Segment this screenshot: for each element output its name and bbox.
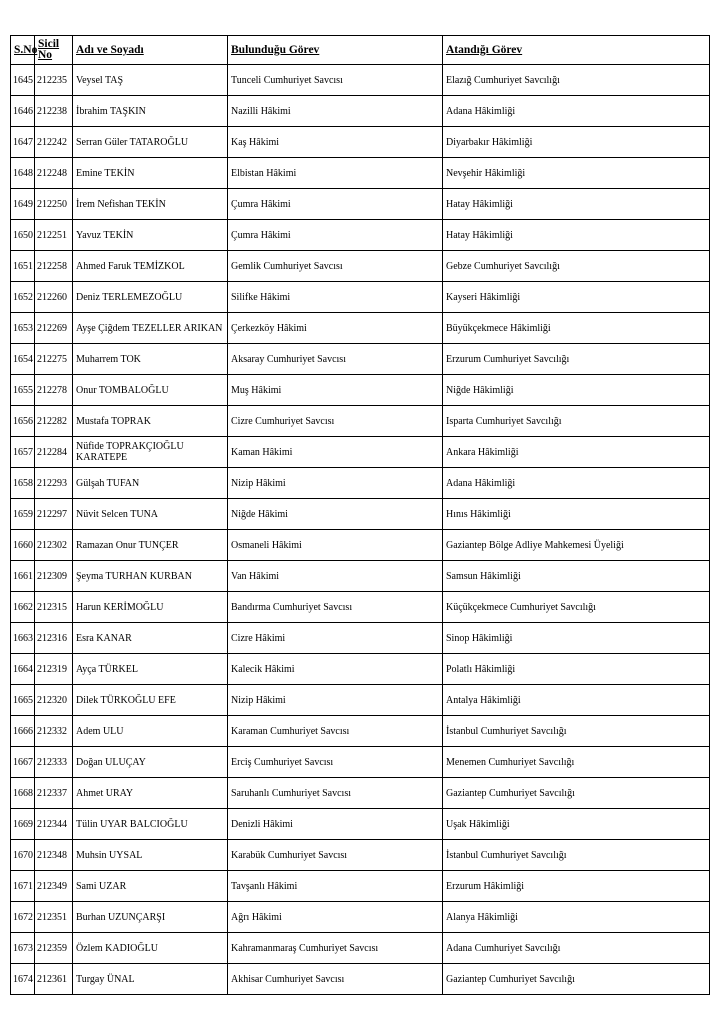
cell-assigned-post: Diyarbakır Hâkimliği — [443, 127, 710, 158]
cell-name: Ahmed Faruk TEMİZKOL — [73, 251, 228, 282]
cell-sicil: 212278 — [35, 375, 73, 406]
table-body — [11, 65, 710, 995]
cell-sicil: 212297 — [35, 499, 73, 530]
cell-sicil: 212349 — [35, 871, 73, 902]
table-row — [11, 561, 710, 592]
cell-current-post: Van Hâkimi — [228, 561, 443, 592]
cell-current-post: Muş Hâkimi — [228, 375, 443, 406]
table-row — [11, 282, 710, 313]
cell-sicil: 212361 — [35, 964, 73, 995]
cell-current-post: Tunceli Cumhuriyet Savcısı — [228, 65, 443, 96]
cell-name: Veysel TAŞ — [73, 65, 228, 96]
table-row — [11, 375, 710, 406]
cell-name: Tülin UYAR BALCIOĞLU — [73, 809, 228, 840]
cell-sno: 1658 — [11, 468, 35, 499]
cell-current-post: Nizip Hâkimi — [228, 468, 443, 499]
cell-sicil: 212302 — [35, 530, 73, 561]
header-row — [11, 36, 710, 65]
cell-sicil: 212309 — [35, 561, 73, 592]
cell-current-post: Bandırma Cumhuriyet Savcısı — [228, 592, 443, 623]
cell-sicil: 212282 — [35, 406, 73, 437]
table-row — [11, 65, 710, 96]
cell-assigned-post: Gaziantep Cumhuriyet Savcılığı — [443, 778, 710, 809]
cell-assigned-post: Hatay Hâkimliği — [443, 220, 710, 251]
cell-current-post: Karaman Cumhuriyet Savcısı — [228, 716, 443, 747]
cell-name: Deniz TERLEMEZOĞLU — [73, 282, 228, 313]
cell-assigned-post: Erzurum Cumhuriyet Savcılığı — [443, 344, 710, 375]
cell-name: Dilek TÜRKOĞLU EFE — [73, 685, 228, 716]
appointments-table — [10, 35, 710, 995]
cell-name: Gülşah TUFAN — [73, 468, 228, 499]
cell-sno: 1665 — [11, 685, 35, 716]
cell-sicil: 212319 — [35, 654, 73, 685]
cell-assigned-post: Erzurum Hâkimliği — [443, 871, 710, 902]
cell-name: Muhsin UYSAL — [73, 840, 228, 871]
header-sicil: Sicil No — [35, 36, 73, 65]
cell-sicil: 212348 — [35, 840, 73, 871]
cell-sicil: 212248 — [35, 158, 73, 189]
table-row — [11, 437, 710, 468]
cell-current-post: Kaş Hâkimi — [228, 127, 443, 158]
table-row — [11, 747, 710, 778]
table-row — [11, 530, 710, 561]
cell-sno: 1648 — [11, 158, 35, 189]
cell-sno: 1645 — [11, 65, 35, 96]
table-row — [11, 96, 710, 127]
cell-sno: 1660 — [11, 530, 35, 561]
cell-current-post: Cizre Hâkimi — [228, 623, 443, 654]
header-from: Bulunduğu Görev — [228, 36, 443, 65]
cell-sno: 1656 — [11, 406, 35, 437]
cell-sicil: 212359 — [35, 933, 73, 964]
cell-name: Emine TEKİN — [73, 158, 228, 189]
cell-sicil: 212251 — [35, 220, 73, 251]
cell-sicil: 212260 — [35, 282, 73, 313]
cell-sno: 1671 — [11, 871, 35, 902]
cell-sicil: 212316 — [35, 623, 73, 654]
cell-sno: 1646 — [11, 96, 35, 127]
table-row — [11, 592, 710, 623]
cell-sno: 1650 — [11, 220, 35, 251]
table-row — [11, 313, 710, 344]
cell-current-post: Akhisar Cumhuriyet Savcısı — [228, 964, 443, 995]
cell-sicil: 212258 — [35, 251, 73, 282]
cell-name: Şeyma TURHAN KURBAN — [73, 561, 228, 592]
table-row — [11, 468, 710, 499]
cell-current-post: Ağrı Hâkimi — [228, 902, 443, 933]
cell-name: Esra KANAR — [73, 623, 228, 654]
cell-assigned-post: Menemen Cumhuriyet Savcılığı — [443, 747, 710, 778]
table-row — [11, 127, 710, 158]
cell-name: Muharrem TOK — [73, 344, 228, 375]
cell-current-post: Kalecik Hâkimi — [228, 654, 443, 685]
cell-assigned-post: Antalya Hâkimliği — [443, 685, 710, 716]
cell-sicil: 212235 — [35, 65, 73, 96]
cell-assigned-post: Uşak Hâkimliği — [443, 809, 710, 840]
header-sno: S.No — [11, 36, 35, 65]
cell-assigned-post: Isparta Cumhuriyet Savcılığı — [443, 406, 710, 437]
cell-assigned-post: Alanya Hâkimliği — [443, 902, 710, 933]
cell-sno: 1664 — [11, 654, 35, 685]
cell-assigned-post: Elazığ Cumhuriyet Savcılığı — [443, 65, 710, 96]
table-row — [11, 220, 710, 251]
cell-assigned-post: Küçükçekmece Cumhuriyet Savcılığı — [443, 592, 710, 623]
table-row — [11, 716, 710, 747]
cell-name: Turgay ÜNAL — [73, 964, 228, 995]
table-row — [11, 158, 710, 189]
cell-assigned-post: Gebze Cumhuriyet Savcılığı — [443, 251, 710, 282]
cell-current-post: Çumra Hâkimi — [228, 189, 443, 220]
table-row — [11, 902, 710, 933]
cell-assigned-post: Adana Hâkimliği — [443, 96, 710, 127]
cell-current-post: Saruhanlı Cumhuriyet Savcısı — [228, 778, 443, 809]
table-row — [11, 499, 710, 530]
cell-current-post: Kahramanmaraş Cumhuriyet Savcısı — [228, 933, 443, 964]
table-row — [11, 809, 710, 840]
cell-sno: 1663 — [11, 623, 35, 654]
cell-assigned-post: İstanbul Cumhuriyet Savcılığı — [443, 840, 710, 871]
cell-name: Harun KERİMOĞLU — [73, 592, 228, 623]
cell-name: Ramazan Onur TUNÇER — [73, 530, 228, 561]
cell-sicil: 212275 — [35, 344, 73, 375]
table-row — [11, 840, 710, 871]
cell-current-post: Cizre Cumhuriyet Savcısı — [228, 406, 443, 437]
cell-sno: 1669 — [11, 809, 35, 840]
cell-sno: 1672 — [11, 902, 35, 933]
cell-name: Adem ULU — [73, 716, 228, 747]
cell-assigned-post: Ankara Hâkimliği — [443, 437, 710, 468]
cell-current-post: Denizli Hâkimi — [228, 809, 443, 840]
cell-sno: 1657 — [11, 437, 35, 468]
cell-name: Mustafa TOPRAK — [73, 406, 228, 437]
table-row — [11, 344, 710, 375]
cell-assigned-post: Adana Hâkimliği — [443, 468, 710, 499]
cell-name: Doğan ULUÇAY — [73, 747, 228, 778]
cell-sicil: 212250 — [35, 189, 73, 220]
cell-assigned-post: Sinop Hâkimliği — [443, 623, 710, 654]
header-to: Atandığı Görev — [443, 36, 710, 65]
table-row — [11, 189, 710, 220]
cell-current-post: Çerkezköy Hâkimi — [228, 313, 443, 344]
table-row — [11, 623, 710, 654]
table-header — [11, 36, 710, 65]
cell-sno: 1649 — [11, 189, 35, 220]
cell-sno: 1655 — [11, 375, 35, 406]
cell-current-post: Silifke Hâkimi — [228, 282, 443, 313]
cell-current-post: Niğde Hâkimi — [228, 499, 443, 530]
table-row — [11, 406, 710, 437]
cell-sicil: 212238 — [35, 96, 73, 127]
cell-name: İrem Nefishan TEKİN — [73, 189, 228, 220]
cell-sno: 1673 — [11, 933, 35, 964]
table-row — [11, 871, 710, 902]
cell-name: Onur TOMBALOĞLU — [73, 375, 228, 406]
cell-current-post: Erciş Cumhuriyet Savcısı — [228, 747, 443, 778]
cell-sno: 1651 — [11, 251, 35, 282]
cell-sicil: 212269 — [35, 313, 73, 344]
table-row — [11, 685, 710, 716]
cell-current-post: Elbistan Hâkimi — [228, 158, 443, 189]
cell-sno: 1667 — [11, 747, 35, 778]
cell-name: Nüvit Selcen TUNA — [73, 499, 228, 530]
cell-current-post: Çumra Hâkimi — [228, 220, 443, 251]
cell-name: Ayça TÜRKEL — [73, 654, 228, 685]
table-row — [11, 654, 710, 685]
cell-sno: 1662 — [11, 592, 35, 623]
cell-name: Sami UZAR — [73, 871, 228, 902]
cell-sno: 1670 — [11, 840, 35, 871]
cell-sicil: 212320 — [35, 685, 73, 716]
cell-current-post: Kaman Hâkimi — [228, 437, 443, 468]
cell-assigned-post: İstanbul Cumhuriyet Savcılığı — [443, 716, 710, 747]
cell-sicil: 212242 — [35, 127, 73, 158]
cell-name: İbrahim TAŞKIN — [73, 96, 228, 127]
cell-assigned-post: Hatay Hâkimliği — [443, 189, 710, 220]
cell-sicil: 212284 — [35, 437, 73, 468]
cell-assigned-post: Gaziantep Bölge Adliye Mahkemesi Üyeliği — [443, 530, 710, 561]
cell-assigned-post: Hınıs Hâkimliği — [443, 499, 710, 530]
cell-sno: 1661 — [11, 561, 35, 592]
cell-name: Burhan UZUNÇARŞI — [73, 902, 228, 933]
cell-sicil: 212332 — [35, 716, 73, 747]
cell-sno: 1652 — [11, 282, 35, 313]
cell-name: Özlem KADIOĞLU — [73, 933, 228, 964]
cell-sno: 1654 — [11, 344, 35, 375]
header-name: Adı ve Soyadı — [73, 36, 228, 65]
cell-current-post: Tavşanlı Hâkimi — [228, 871, 443, 902]
cell-sno: 1666 — [11, 716, 35, 747]
cell-sicil: 212344 — [35, 809, 73, 840]
cell-current-post: Aksaray Cumhuriyet Savcısı — [228, 344, 443, 375]
cell-assigned-post: Nevşehir Hâkimliği — [443, 158, 710, 189]
cell-assigned-post: Niğde Hâkimliği — [443, 375, 710, 406]
cell-assigned-post: Gaziantep Cumhuriyet Savcılığı — [443, 964, 710, 995]
table-row — [11, 933, 710, 964]
cell-sno: 1659 — [11, 499, 35, 530]
cell-name: Nüfide TOPRAKÇIOĞLU KARATEPE — [73, 437, 228, 468]
cell-assigned-post: Adana Cumhuriyet Savcılığı — [443, 933, 710, 964]
cell-sicil: 212315 — [35, 592, 73, 623]
table-row — [11, 964, 710, 995]
cell-assigned-post: Polatlı Hâkimliği — [443, 654, 710, 685]
cell-assigned-post: Büyükçekmece Hâkimliği — [443, 313, 710, 344]
cell-sicil: 212293 — [35, 468, 73, 499]
cell-sno: 1653 — [11, 313, 35, 344]
cell-sno: 1647 — [11, 127, 35, 158]
table-row — [11, 778, 710, 809]
cell-sno: 1674 — [11, 964, 35, 995]
cell-assigned-post: Samsun Hâkimliği — [443, 561, 710, 592]
table-row — [11, 251, 710, 282]
cell-current-post: Osmaneli Hâkimi — [228, 530, 443, 561]
cell-name: Ayşe Çiğdem TEZELLER ARIKAN — [73, 313, 228, 344]
cell-current-post: Nizip Hâkimi — [228, 685, 443, 716]
cell-name: Ahmet URAY — [73, 778, 228, 809]
cell-sno: 1668 — [11, 778, 35, 809]
cell-name: Serran Güler TATAROĞLU — [73, 127, 228, 158]
cell-current-post: Gemlik Cumhuriyet Savcısı — [228, 251, 443, 282]
cell-assigned-post: Kayseri Hâkimliği — [443, 282, 710, 313]
cell-current-post: Karabük Cumhuriyet Savcısı — [228, 840, 443, 871]
cell-current-post: Nazilli Hâkimi — [228, 96, 443, 127]
cell-sicil: 212351 — [35, 902, 73, 933]
cell-sicil: 212333 — [35, 747, 73, 778]
cell-sicil: 212337 — [35, 778, 73, 809]
cell-name: Yavuz TEKİN — [73, 220, 228, 251]
